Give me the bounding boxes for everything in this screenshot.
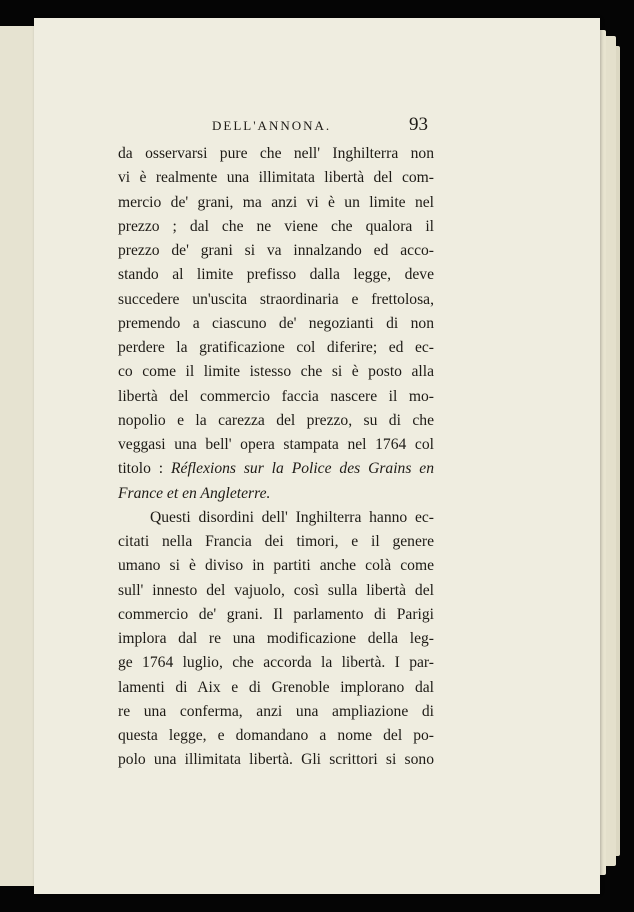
cited-title-continued: France et en Angleterre.	[118, 484, 271, 502]
text-line	[118, 457, 434, 481]
text-line: prezzo de' grani si va innalzando ed acco-	[118, 242, 434, 259]
text-line: questa legge, e domandano a nome del po-	[118, 727, 434, 744]
text-line: re una conferma, anzi una ampliazione di	[118, 702, 434, 720]
text-line: citati nella Francia dei timori, e il genere	[118, 533, 434, 550]
text-line: veggasi una bell' opera stampata nel 1764 col	[118, 436, 434, 453]
text-line: vi è realmente una illimitata libertà del com-	[118, 169, 434, 187]
text-line: polo una illimitata libertà. Gli scrittori si sono	[118, 751, 434, 769]
paragraph-2	[118, 506, 434, 773]
paragraph-1	[118, 142, 434, 506]
text-line: commercio de' grani. Il parlamento di Parigi	[118, 605, 434, 623]
text-line: nopolio e la carezza del prezzo, su di che	[118, 411, 434, 429]
text-line: implora dal re una modificazione della leg-	[118, 630, 434, 647]
book-page	[34, 18, 600, 894]
text-line: da osservarsi pure che nell' Inghilterra non	[118, 145, 434, 162]
text-line: perdere la gratificazione col diferire; ed ec-	[118, 339, 434, 356]
text-line: umano si è diviso in partiti anche colà come	[118, 557, 434, 575]
page-number: 93	[409, 114, 428, 135]
text-line: ge 1764 luglio, che accorda la libertà. I par-	[118, 654, 434, 672]
text-line: co come il limite istesso che si è posto alla	[118, 363, 434, 381]
text-line: mercio de' grani, ma anzi vi è un limite nel	[118, 193, 434, 211]
running-head: DELL'ANNONA.	[212, 118, 332, 133]
title-prefix: titolo :	[118, 460, 172, 478]
text-line: prezzo ; dal che ne viene che qualora il	[118, 217, 434, 235]
text-line: premendo a ciascuno de' negozianti di non	[118, 314, 434, 332]
text-line: libertà del commercio faccia nascere il mo-	[118, 387, 434, 405]
text-line: stando al limite prefisso dalla legge, deve	[118, 266, 434, 284]
text-line: Questi disordini dell' Inghilterra hanno ec-	[150, 508, 434, 526]
cited-title: Réflexions sur la Police des Grains en	[171, 460, 434, 478]
text-line: succedere un'uscita straordinaria e frettolosa,	[118, 290, 434, 308]
page-header	[34, 114, 600, 140]
text-line: lamenti di Aix e di Grenoble implorano dal	[118, 678, 434, 696]
text-line: sull' innesto del vajuolo, così sulla libertà del	[118, 581, 434, 599]
body-text	[118, 142, 434, 773]
facing-page-edge	[0, 26, 35, 886]
